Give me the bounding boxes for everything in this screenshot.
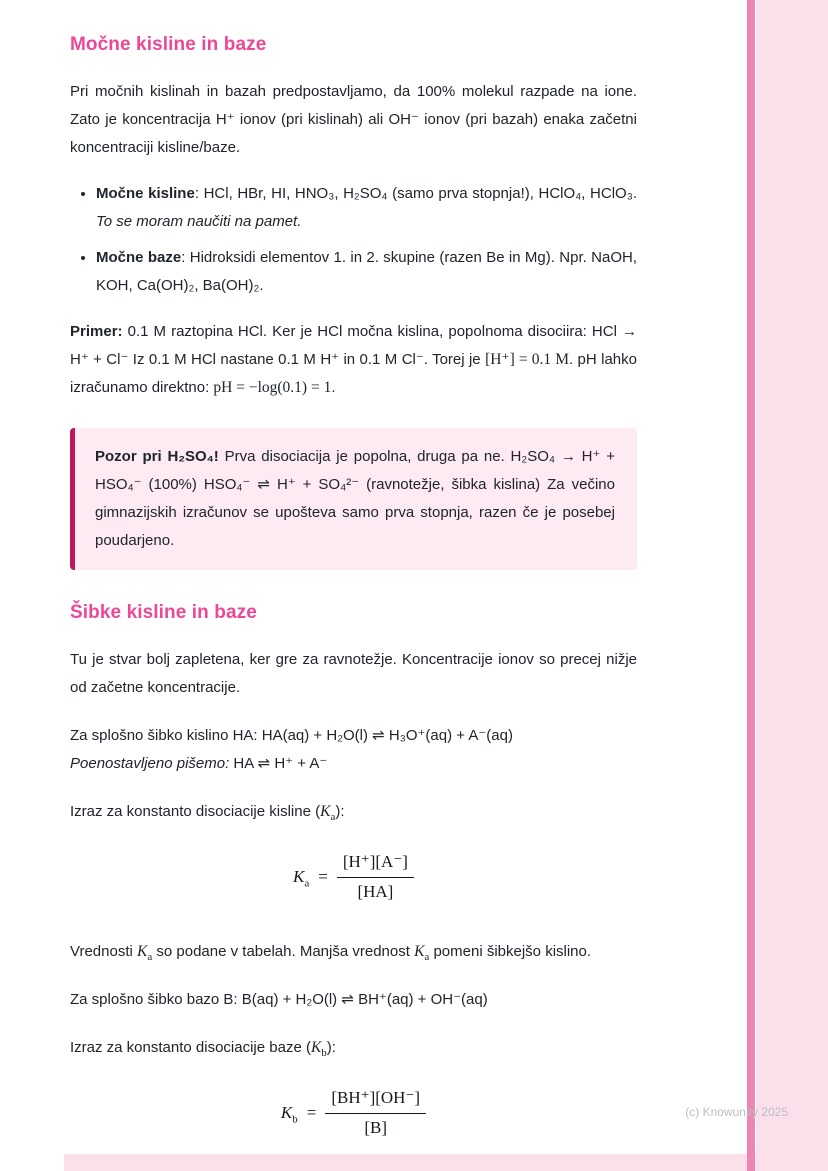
note-content [70, 34, 637, 1171]
fraction-numerator: [H⁺][A⁻] [337, 850, 414, 878]
kb-intro-text: ): [326, 1039, 336, 1057]
inline-math-h-concentration: [H⁺] = 0.1 M [485, 351, 569, 368]
ka-symbol [136, 943, 153, 964]
bullet-note: To se moram naučiti na pamet. [96, 213, 302, 230]
k-variable: K [310, 1039, 322, 1057]
inline-math-ph: pH = −log(0.1) = 1 [213, 379, 332, 396]
b-subscript: b [321, 1047, 327, 1060]
callout-paragraph [95, 443, 615, 555]
section-title-weak-acids: Šibke kisline in baze [70, 602, 257, 623]
a-subscript: a [330, 811, 336, 824]
list-item-strong-bases [96, 244, 637, 300]
general-base-equation: Za splošno šibko bazo B: B(aq) + H₂O(l) ⇌ BH⁺(aq) + OH⁻(aq) [70, 991, 488, 1009]
page-edge-stripe [747, 0, 755, 1171]
fraction-numerator: [BH⁺][OH⁻] [325, 1086, 426, 1114]
fraction-denominator: [B] [364, 1117, 388, 1137]
k-variable: K [280, 1103, 293, 1123]
simplified-equation: HA ⇌ H⁺ + A⁻ [229, 755, 328, 772]
fraction [337, 850, 414, 904]
k-variable: K [136, 943, 148, 961]
equals-sign: = [306, 1103, 317, 1123]
bullet-label: Močne kisline [96, 185, 195, 202]
example-paragraph [70, 318, 637, 402]
right-background-band [756, 0, 828, 1171]
weak-intro-paragraph: Tu je stvar bolj zapletena, ker gre za ravnotežje. Koncentracije ionov so precej nižje od začetne koncentracije. [70, 651, 637, 696]
ka-note-text: pomeni šibkejšo kislino. [429, 943, 592, 961]
b-subscript: b [292, 1113, 298, 1126]
a-subscript: a [424, 951, 430, 964]
ka-note [70, 938, 637, 966]
ka-symbol [414, 943, 430, 964]
ka-symbol [293, 867, 310, 890]
ka-intro-text: Izraz za konstanto disociacije kisline ( [70, 803, 321, 820]
equals-sign: = [318, 867, 328, 887]
kb-formula [70, 1086, 637, 1140]
ka-intro-text: ): [335, 803, 345, 820]
callout-label: Pozor pri H₂SO₄! [95, 448, 219, 465]
warning-callout [70, 428, 637, 570]
ka-intro [70, 798, 637, 826]
simplified-label: Poenostavljeno pišemo: [70, 755, 230, 772]
kb-symbol [310, 1039, 327, 1060]
ka-formula [70, 850, 637, 904]
k-variable: K [293, 867, 305, 887]
bullet-list [80, 180, 637, 300]
example-text: 0.1 M raztopina HCl. Ker je HCl močna kislina, popolnoma disociira: HCl → H⁺ + Cl⁻ Iz 0.1 M HCl nastane 0.1 M H⁺ in 0.1 M Cl⁻. Torej je [70, 323, 637, 368]
example-text: . pH lahko izračunamo direktno: [70, 351, 637, 396]
bullet-label: Močne baze [96, 249, 182, 266]
bullet-text: : Hidroksidi elementov 1. in 2. skupine (razen Be in Mg). Npr. NaOH, KOH, Ca(OH)₂, Ba(OH)₂. [96, 249, 637, 294]
example-label: Primer: [70, 323, 123, 340]
k-variable: K [320, 803, 331, 820]
list-item-strong-acids [96, 180, 637, 236]
general-acid-equation [70, 722, 637, 778]
intro-paragraph: Pri močnih kislinah in bazah predpostavljamo, da 100% molekul razpade na ione. Zato je koncentracija H⁺ ionov (pri kislinah) ali OH⁻ ionov (pri bazah) enaka začetni koncentraciji kisline/baze. [70, 83, 637, 156]
fraction [325, 1086, 426, 1140]
bullet-text: : HCl, HBr, HI, HNO₃, H₂SO₄ (samo prva stopnja!), HClO₄, HClO₃. [194, 185, 638, 202]
kb-intro [70, 1034, 637, 1062]
example-text: . [331, 379, 336, 396]
ka-note-text: Vrednosti [70, 943, 137, 961]
k-variable: K [414, 943, 425, 961]
a-subscript: a [304, 877, 310, 890]
a-subscript: a [147, 951, 153, 964]
callout-text: Prva disociacija je popolna, druga pa ne. H₂SO₄ → H⁺ + HSO₄⁻ (100%) HSO₄⁻ ⇌ H⁺ + SO₄²⁻ (ravnotežje, šibka kislina) Za večino gimnazijskih izračunov se upošteva samo prva stopnja, razen če je posebej poudarjeno. [95, 448, 615, 549]
copyright-credit: (c) Knowunity 2025 [685, 1105, 788, 1119]
section-title-strong-acids: Močne kisline in baze [70, 34, 267, 55]
kb-intro-text: Izraz za konstanto disociacije baze ( [70, 1039, 311, 1057]
equation-text: Za splošno šibko kislino HA: HA(aq) + H₂O(l) ⇌ H₃O⁺(aq) + A⁻(aq) [70, 727, 513, 744]
fraction-denominator: [HA] [357, 881, 394, 901]
ka-symbol [320, 803, 336, 824]
ka-note-text: so podane v tabelah. Manjša vrednost [152, 943, 415, 961]
kb-symbol [280, 1103, 298, 1126]
